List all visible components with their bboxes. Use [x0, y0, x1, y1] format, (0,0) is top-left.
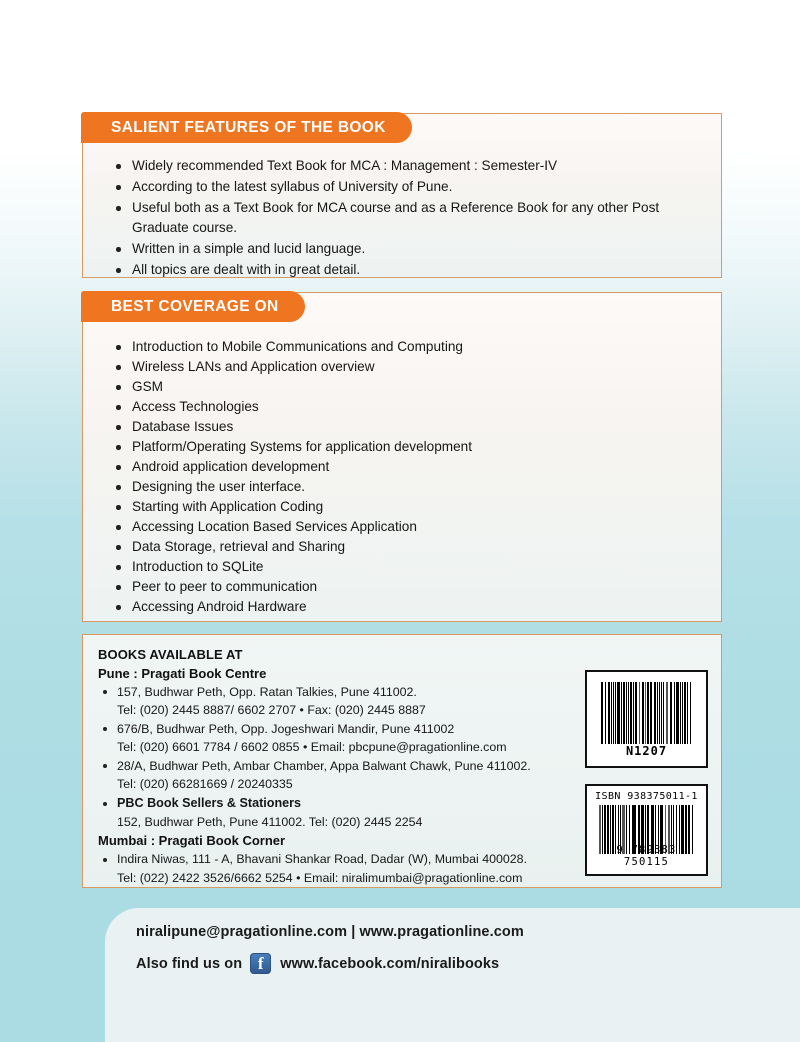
facebook-icon-letter: f — [257, 954, 264, 973]
store-contact: Tel: (020) 66281669 / 20240335 — [117, 777, 293, 792]
store-contact: 152, Budhwar Peth, Pune 411002. Tel: (020) 2445 2254 — [117, 814, 423, 829]
list-item: According to the latest syllabus of University of Pune. — [110, 177, 700, 197]
list-item: Accessing Location Based Services Application — [110, 517, 700, 537]
footer-email-website[interactable]: niralipune@pragationline.com | www.pragationline.com — [136, 924, 524, 940]
list-item: All topics are dealt with in great detail. — [110, 260, 700, 280]
store-contact: Tel: (020) 2445 8887/ 6602 2707 • Fax: (020) 2445 8887 — [117, 703, 426, 718]
list-item — [98, 794, 578, 831]
list-item: Written in a simple and lucid language. — [110, 239, 700, 259]
best-coverage-panel — [82, 292, 722, 622]
list-item: Peer to peer to communication — [110, 577, 700, 597]
list-item: Database Issues — [110, 417, 700, 437]
list-item: Accessing Android Hardware — [110, 597, 700, 617]
best-coverage-list — [110, 337, 700, 617]
store-name: PBC Book Sellers & Stationers — [117, 796, 302, 811]
stores-content — [98, 646, 578, 887]
books-available-heading: BOOKS AVAILABLE AT — [98, 647, 243, 662]
store-address: Indira Niwas, 111 - A, Bhavani Shankar Road, Dadar (W), Mumbai 400028. — [117, 852, 528, 867]
salient-features-panel — [82, 113, 722, 278]
list-item: Starting with Application Coding — [110, 497, 700, 517]
salient-features-heading: SALIENT FEATURES OF THE BOOK — [111, 118, 386, 136]
list-item — [98, 720, 578, 757]
mumbai-store-list — [98, 850, 578, 887]
barcode-isbn-digits: 9 789383 750115 — [616, 844, 677, 868]
store-contact: Tel: (020) 6601 7784 / 6602 0855 • Email: pbcpune@pragationline.com — [117, 740, 507, 755]
store-address: 28/A, Budhwar Peth, Ambar Chamber, Appa Balwant Chawk, Pune 411002. — [117, 758, 531, 773]
list-item — [98, 757, 578, 794]
list-item: GSM — [110, 377, 700, 397]
list-item: Introduction to SQLite — [110, 557, 700, 577]
list-item — [98, 850, 578, 887]
facebook-url[interactable]: www.facebook.com/niralibooks — [280, 955, 500, 972]
also-find-us-label: Also find us on — [136, 955, 243, 972]
list-item: Android application development — [110, 457, 700, 477]
list-item: Widely recommended Text Book for MCA : Management : Semester-IV — [110, 156, 700, 176]
barcode-n1207-label: N1207 — [625, 744, 668, 758]
barcode-isbn-top-label: ISBN 938375011-1 — [595, 791, 698, 802]
list-item: Useful both as a Text Book for MCA course and as a Reference Book for any other Post Graduate course. — [110, 198, 700, 238]
pune-heading: Pune : Pragati Book Centre — [98, 665, 267, 681]
list-item — [98, 683, 578, 720]
store-contact: Tel: (022) 2422 3526/6662 5254 • Email: niralimumbai@pragationline.com — [117, 870, 523, 885]
barcode-bars — [601, 682, 692, 744]
best-coverage-heading: BEST COVERAGE ON — [111, 297, 279, 315]
mumbai-heading: Mumbai : Pragati Book Corner — [98, 833, 286, 849]
facebook-icon[interactable] — [250, 953, 271, 974]
list-item: Designing the user interface. — [110, 477, 700, 497]
list-item: Introduction to Mobile Communications and Computing — [110, 337, 700, 357]
best-coverage-badge — [81, 291, 305, 322]
salient-features-badge — [81, 112, 412, 143]
footer-contact-line — [136, 924, 756, 940]
barcode-isbn — [585, 784, 708, 876]
footer-panel — [105, 908, 800, 1042]
store-address: 676/B, Budhwar Peth, Opp. Jogeshwari Mandir, Pune 411002 — [117, 721, 455, 736]
barcode-n1207 — [585, 670, 708, 768]
list-item: Access Technologies — [110, 397, 700, 417]
footer-content — [136, 924, 756, 974]
salient-features-list — [110, 156, 700, 281]
list-item: Wireless LANs and Application overview — [110, 357, 700, 377]
store-address: 157, Budhwar Peth, Opp. Ratan Talkies, Pune 411002. — [117, 684, 417, 699]
list-item: Data Storage, retrieval and Sharing — [110, 537, 700, 557]
pune-store-list — [98, 683, 578, 832]
footer-social-line — [136, 953, 756, 974]
list-item: Platform/Operating Systems for application development — [110, 437, 700, 457]
